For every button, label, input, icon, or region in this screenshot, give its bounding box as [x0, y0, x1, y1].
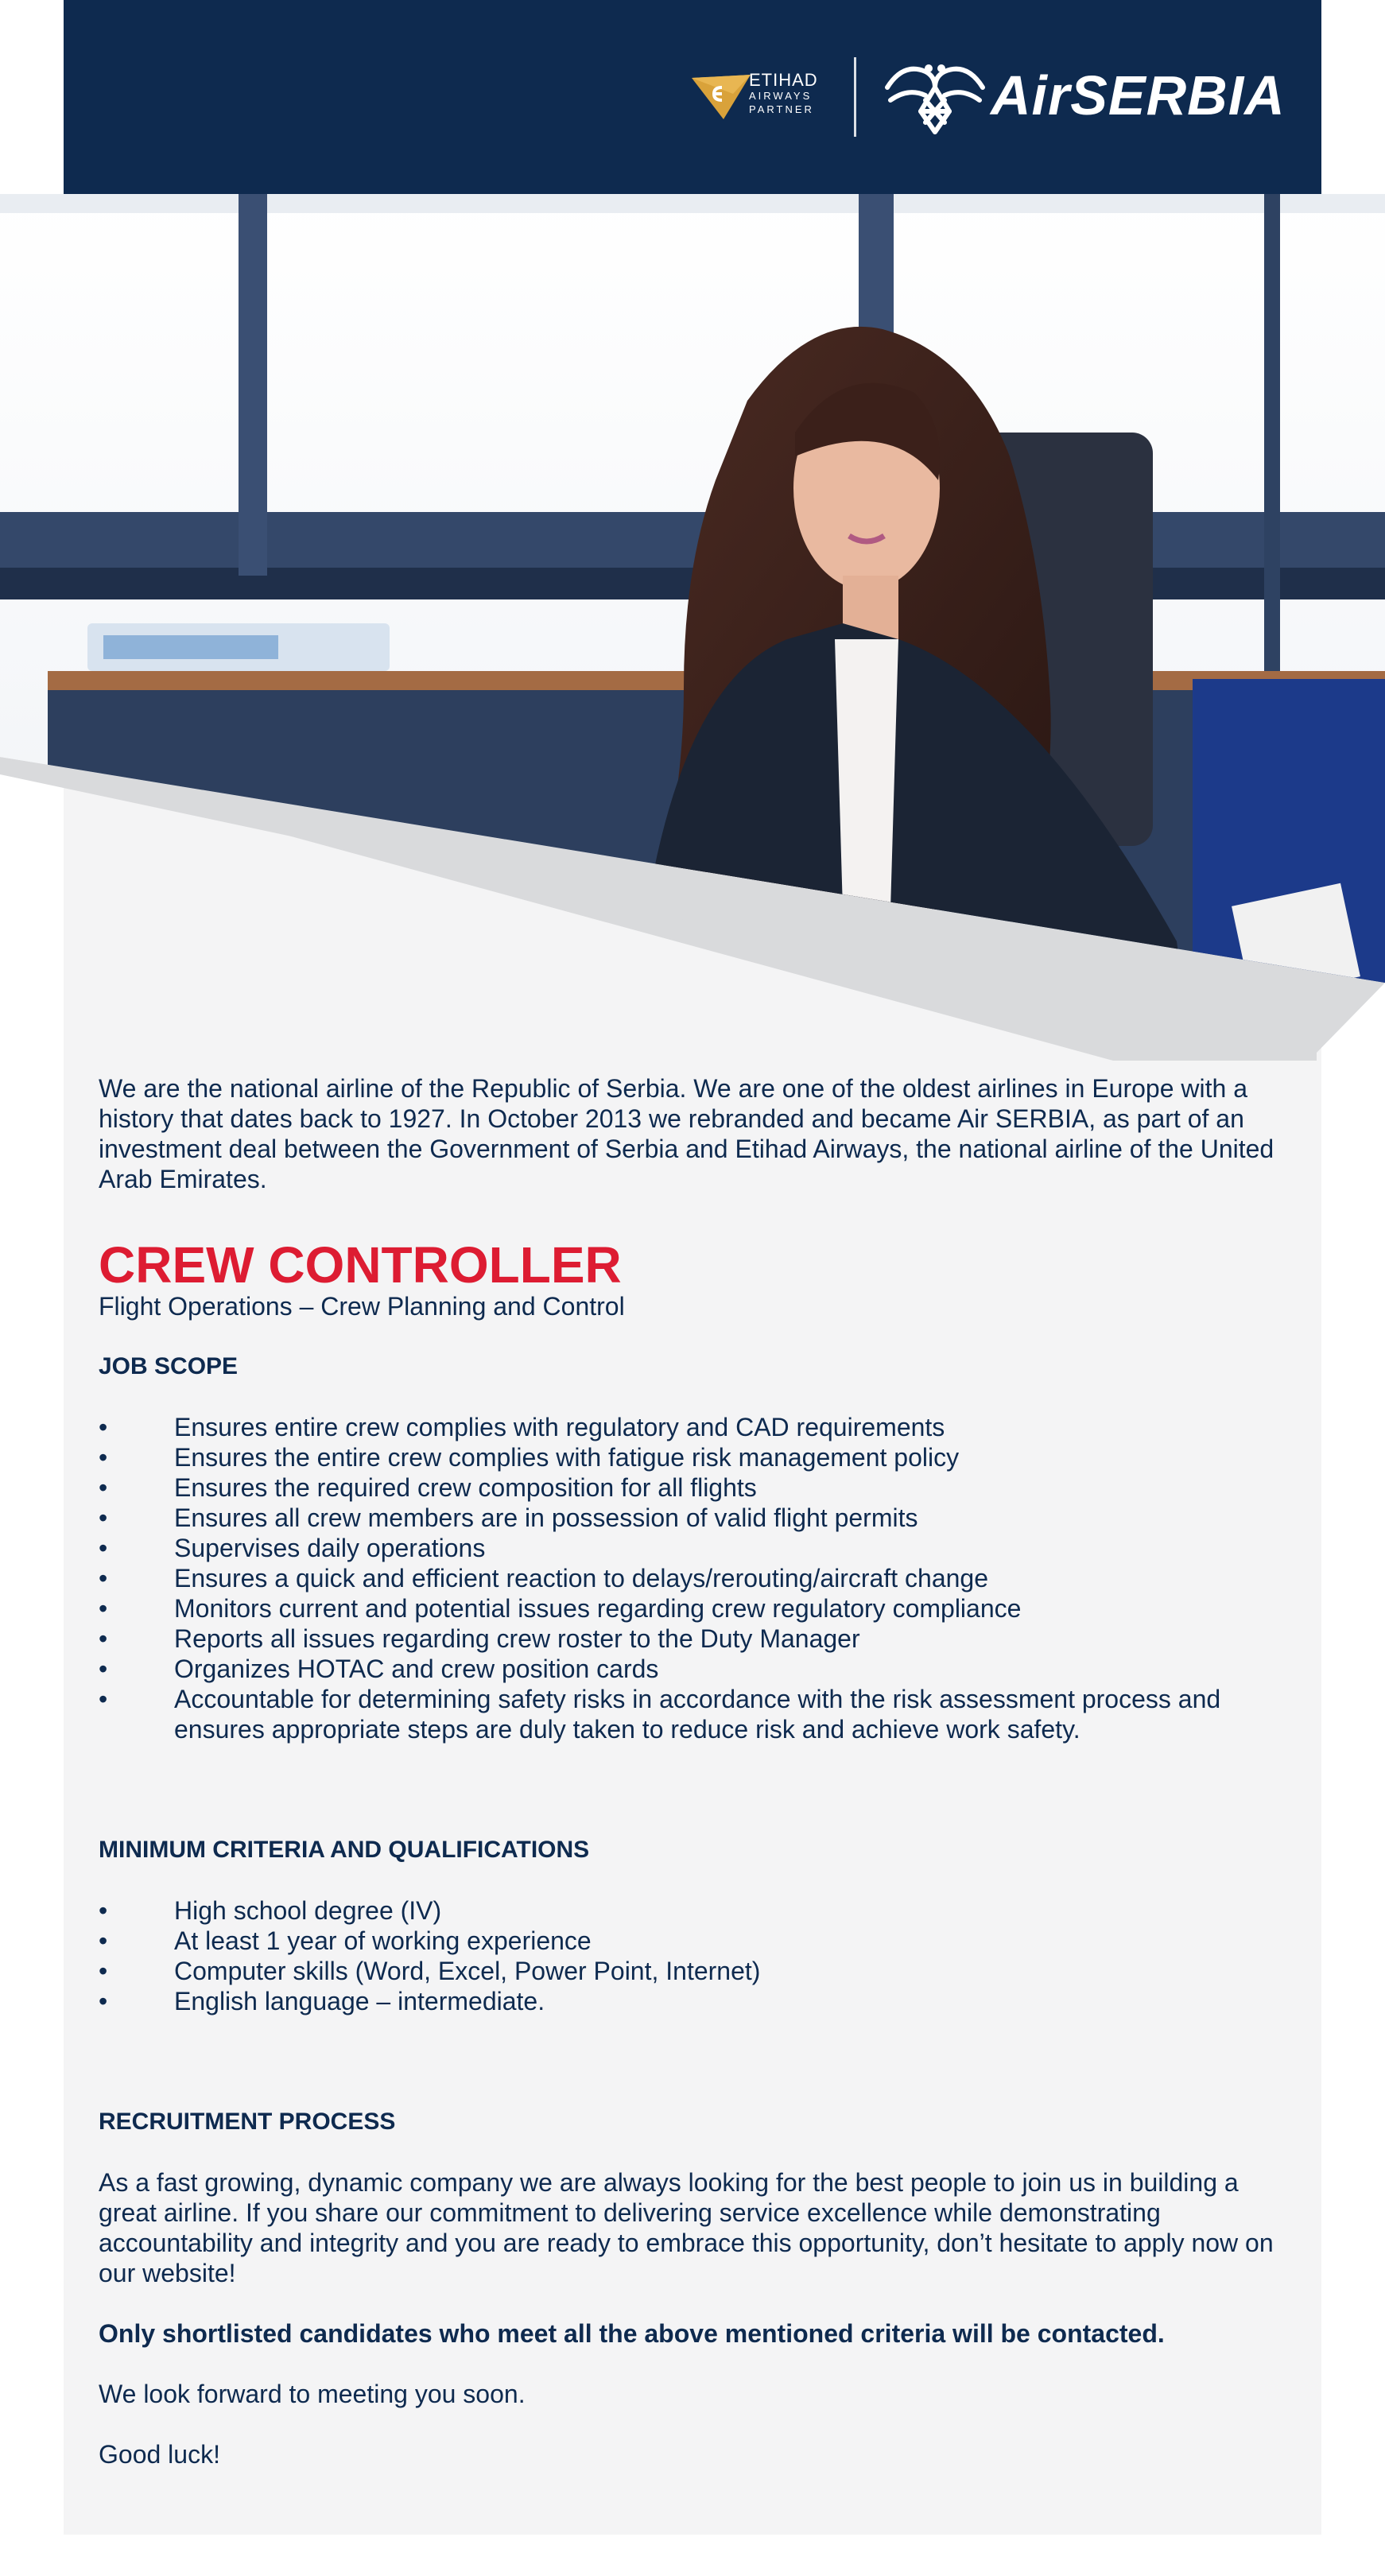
list-item-text: Computer skills (Word, Excel, Power Point, Internet) — [174, 1957, 761, 1985]
company-intro: We are the national airline of the Republic of Serbia. We are one of the oldest airlines in Europe with a history that dates back to 1927. In October 2013 we rebranded and became Air SERBIA, as part of an investment deal between the Government of Serbia and Etihad Airways, the national airline of the United Arab Emirates. — [99, 1074, 1274, 1193]
partner-line-1: ETIHAD — [749, 70, 818, 90]
list-item-text: At least 1 year of working experience — [174, 1926, 592, 1955]
list-item-text: Ensures the required crew composition for all flights — [174, 1473, 757, 1502]
shortlist-note: Only shortlisted candidates who meet all the above mentioned criteria will be contacted. — [99, 2319, 1165, 2348]
list-item-text: English language – intermediate. — [174, 1987, 545, 2015]
list-item — [99, 1503, 1275, 1533]
list-item — [99, 1986, 1275, 2016]
bullet-icon: • — [99, 1957, 108, 1985]
hero-photo — [0, 194, 1385, 1061]
job-title: CREW CONTROLLER — [99, 1236, 622, 1294]
bullet-icon: • — [99, 1926, 108, 1955]
signoff-line: Good luck! — [99, 2440, 220, 2469]
bullet-icon: • — [99, 1685, 108, 1713]
partner-line-3: PARTNER — [749, 103, 814, 115]
job-scope-heading: JOB SCOPE — [99, 1353, 239, 1379]
bullet-icon: • — [99, 1987, 108, 2015]
list-item-text: High school degree (IV) — [174, 1896, 442, 1925]
list-item-text: Monitors current and potential issues regarding crew regulatory compliance — [174, 1594, 1022, 1623]
bullet-icon: • — [99, 1413, 108, 1441]
job-department: Flight Operations – Crew Planning and Control — [99, 1292, 625, 1321]
criteria-heading: MINIMUM CRITERIA AND QUALIFICATIONS — [99, 1837, 590, 1863]
air-serbia-wordmark: AirSERBIA — [991, 64, 1286, 126]
job-posting-content — [99, 1073, 1275, 2469]
list-item-text: Supervises daily operations — [174, 1534, 486, 1562]
job-scope-list — [99, 1412, 1275, 1744]
list-item-text: Accountable for determining safety risks in accordance with the risk assessment process and ensures appropriate steps are duly taken to reduce risk and achieve work safety. — [174, 1685, 1221, 1744]
etihad-partner-label — [749, 72, 818, 116]
list-item — [99, 1895, 1275, 1926]
bullet-icon: • — [99, 1896, 108, 1925]
list-item — [99, 1926, 1275, 1956]
bullet-icon: • — [99, 1655, 108, 1683]
bullet-icon: • — [99, 1503, 108, 1532]
recruitment-heading: RECRUITMENT PROCESS — [99, 2109, 396, 2135]
list-item — [99, 1956, 1275, 1986]
list-item — [99, 1412, 1275, 1442]
recruitment-paragraph: As a fast growing, dynamic company we are always looking for the best people to join us in building a great airline. If you share our commitment to delivering service excellence while demonstrating accountability and integrity and you are ready to embrace this opportunity, don’t hesitate to apply now on our website! — [99, 2168, 1274, 2287]
double-eagle-emblem-icon — [879, 56, 991, 138]
logo-divider — [854, 57, 856, 137]
bullet-icon: • — [99, 1443, 108, 1472]
criteria-list — [99, 1895, 1275, 2016]
list-item-text: Ensures entire crew complies with regulatory and CAD requirements — [174, 1413, 945, 1441]
list-item — [99, 1533, 1275, 1563]
partner-line-2: AIRWAYS — [749, 90, 813, 102]
list-item-text: Ensures all crew members are in possession of valid flight permits — [174, 1503, 918, 1532]
bullet-icon: • — [99, 1594, 108, 1623]
list-item — [99, 1472, 1275, 1503]
list-item-text: Ensures the entire crew complies with fatigue risk management policy — [174, 1443, 960, 1472]
closing-line: We look forward to meeting you soon. — [99, 2380, 526, 2408]
list-item-text: Organizes HOTAC and crew position cards — [174, 1655, 659, 1683]
bullet-icon: • — [99, 1534, 108, 1562]
list-item — [99, 1684, 1275, 1744]
bullet-icon: • — [99, 1564, 108, 1593]
list-item-text: Ensures a quick and efficient reaction to delays/rerouting/aircraft change — [174, 1564, 988, 1593]
list-item — [99, 1442, 1275, 1472]
list-item — [99, 1563, 1275, 1593]
list-item — [99, 1654, 1275, 1684]
bullet-icon: • — [99, 1624, 108, 1653]
list-item — [99, 1593, 1275, 1624]
bullet-icon: • — [99, 1473, 108, 1502]
etihad-logo-icon — [692, 70, 751, 121]
list-item-text: Reports all issues regarding crew roster to the Duty Manager — [174, 1624, 860, 1653]
list-item — [99, 1624, 1275, 1654]
